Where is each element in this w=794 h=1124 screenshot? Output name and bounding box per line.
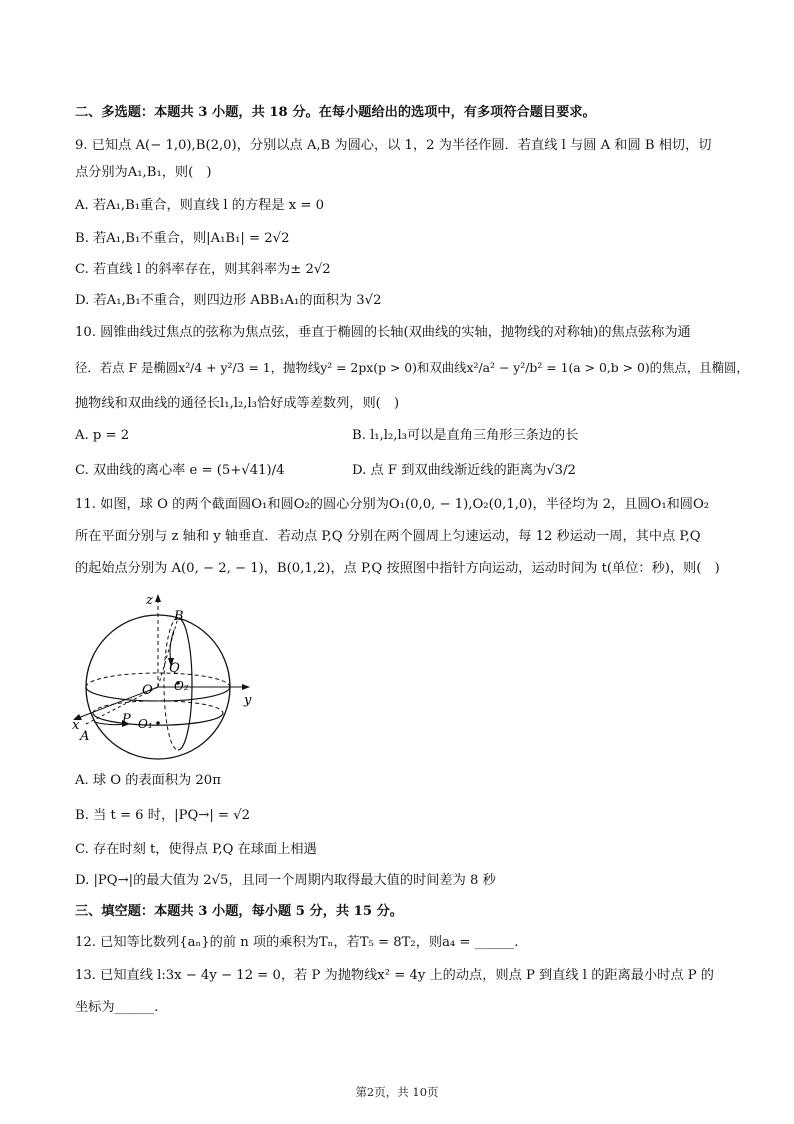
- y-axis-arrow: [242, 684, 250, 690]
- page-footer: 第2页，共 10页: [355, 1085, 439, 1099]
- q10-option-b: B. l₁,l₂,l₃可以是直角三角形三条边的长: [352, 428, 579, 443]
- line-o-b: [158, 618, 178, 687]
- q10-option-a: A. p = 2: [75, 428, 130, 443]
- q10-line-2: 径．若点 F 是椭圆x²/4 + y²/3 = 1，抛物线y² = 2px(p > 0)和双曲线x²/a² − y²/b² = 1(a > 0,b > 0)的焦点，且椭圆，: [75, 360, 749, 375]
- q9-option-a: A. 若A₁,B₁重合，则直线 l 的方程是 x = 0: [75, 198, 325, 213]
- sphere-figure: [70, 590, 270, 760]
- q9-option-d: D. 若A₁,B₁不重合，则四边形 ABB₁A₁的面积为 3√2: [75, 293, 382, 308]
- label-x: x: [72, 718, 80, 733]
- q10-line-3: 抛物线和双曲线的通径长l₁,l₂,l₃恰好成等差数列，则( ): [75, 396, 400, 411]
- q11-option-a: A. 球 O 的表面积为 20π: [75, 773, 221, 788]
- circle-o1-back: [93, 701, 223, 713]
- q11-line-3: 的起始点分别为 A(0, − 2, − 1)，B(0,1,2)，点 P,Q 按照图中指针方向运动，运动时间为 t(单位：秒)，则( ): [75, 561, 720, 576]
- q9-line-1: 9. 已知点 A(− 1,0),B(2,0)，分别以点 A,B 为圆心，以 1，2 为半径作圆．若直线 l 与圆 A 和圆 B 相切，切: [75, 138, 712, 153]
- q12-line-1: 12. 已知等比数列{aₙ}的前 n 项的乘积为Tₙ，若T₅ = 8T₂，则a₄ = ______.: [75, 935, 519, 950]
- q11-option-b: B. 当 t = 6 时，|PQ→| = √2: [75, 808, 250, 823]
- q13-line-2: 坐标为______.: [75, 1000, 159, 1015]
- q9-option-b: B. 若A₁,B₁不重合，则|A₁B₁| = 2√2: [75, 231, 290, 246]
- label-a: A: [80, 729, 90, 744]
- label-b: B: [174, 609, 184, 624]
- q11-option-c: C. 存在时刻 t，使得点 P,Q 在球面上相遇: [75, 842, 317, 857]
- equator-front: [86, 687, 230, 701]
- q9-line-2: 点分别为A₁,B₁，则( ): [75, 165, 212, 180]
- q11-line-1: 11. 如图，球 O 的两个截面圆O₁和圆O₂的圆心分别为O₁(0,0, − 1),O₂(0,1,0)，半径均为 2，且圆O₁和圆O₂: [75, 497, 710, 512]
- section-3-header: 三、填空题：本题共 3 小题，每小题 5 分，共 15 分。: [75, 904, 403, 919]
- q9-option-c: C. 若直线 l 的斜率存在，则其斜率为± 2√2: [75, 262, 331, 277]
- section-2-header: 二、多选题：本题共 3 小题，共 18 分。在每小题给出的选项中，有多项符合题目要求。: [75, 105, 596, 120]
- q10-line-1: 10. 圆锥曲线过焦点的弦称为焦点弦，垂直于椭圆的长轴(双曲线的实轴，抛物线的对称轴)的焦点弦称为通: [75, 325, 691, 340]
- label-q: Q: [169, 661, 180, 676]
- q10-option-d: D. 点 F 到双曲线渐近线的距离为√3/2: [352, 463, 576, 478]
- z-axis-arrow: [155, 594, 161, 602]
- label-z: z: [146, 593, 153, 608]
- q13-line-1: 13. 已知直线 l:3x − 4y − 12 = 0，若 P 为抛物线x² = 4y 上的动点，则点 P 到直线 l 的距离最小时点 P 的: [75, 968, 714, 983]
- label-p: P: [122, 712, 131, 727]
- label-o: O: [142, 683, 153, 698]
- q10-option-c: C. 双曲线的离心率 e = (5+√41)/4: [75, 463, 285, 478]
- label-o1: O₁: [138, 717, 153, 731]
- q11-line-2: 所在平面分别与 z 轴和 y 轴垂直．若动点 P,Q 分别在两个圆周上匀速运动，每 12 秒运动一周，其中点 P,Q: [75, 529, 701, 544]
- point-o1: [156, 721, 160, 725]
- label-o2: O₂: [174, 679, 189, 693]
- q11-option-d: D. |PQ→|的最大值为 2√5，且同一个周期内取得最大值的时间差为 8 秒: [75, 873, 496, 888]
- label-y: y: [244, 693, 252, 708]
